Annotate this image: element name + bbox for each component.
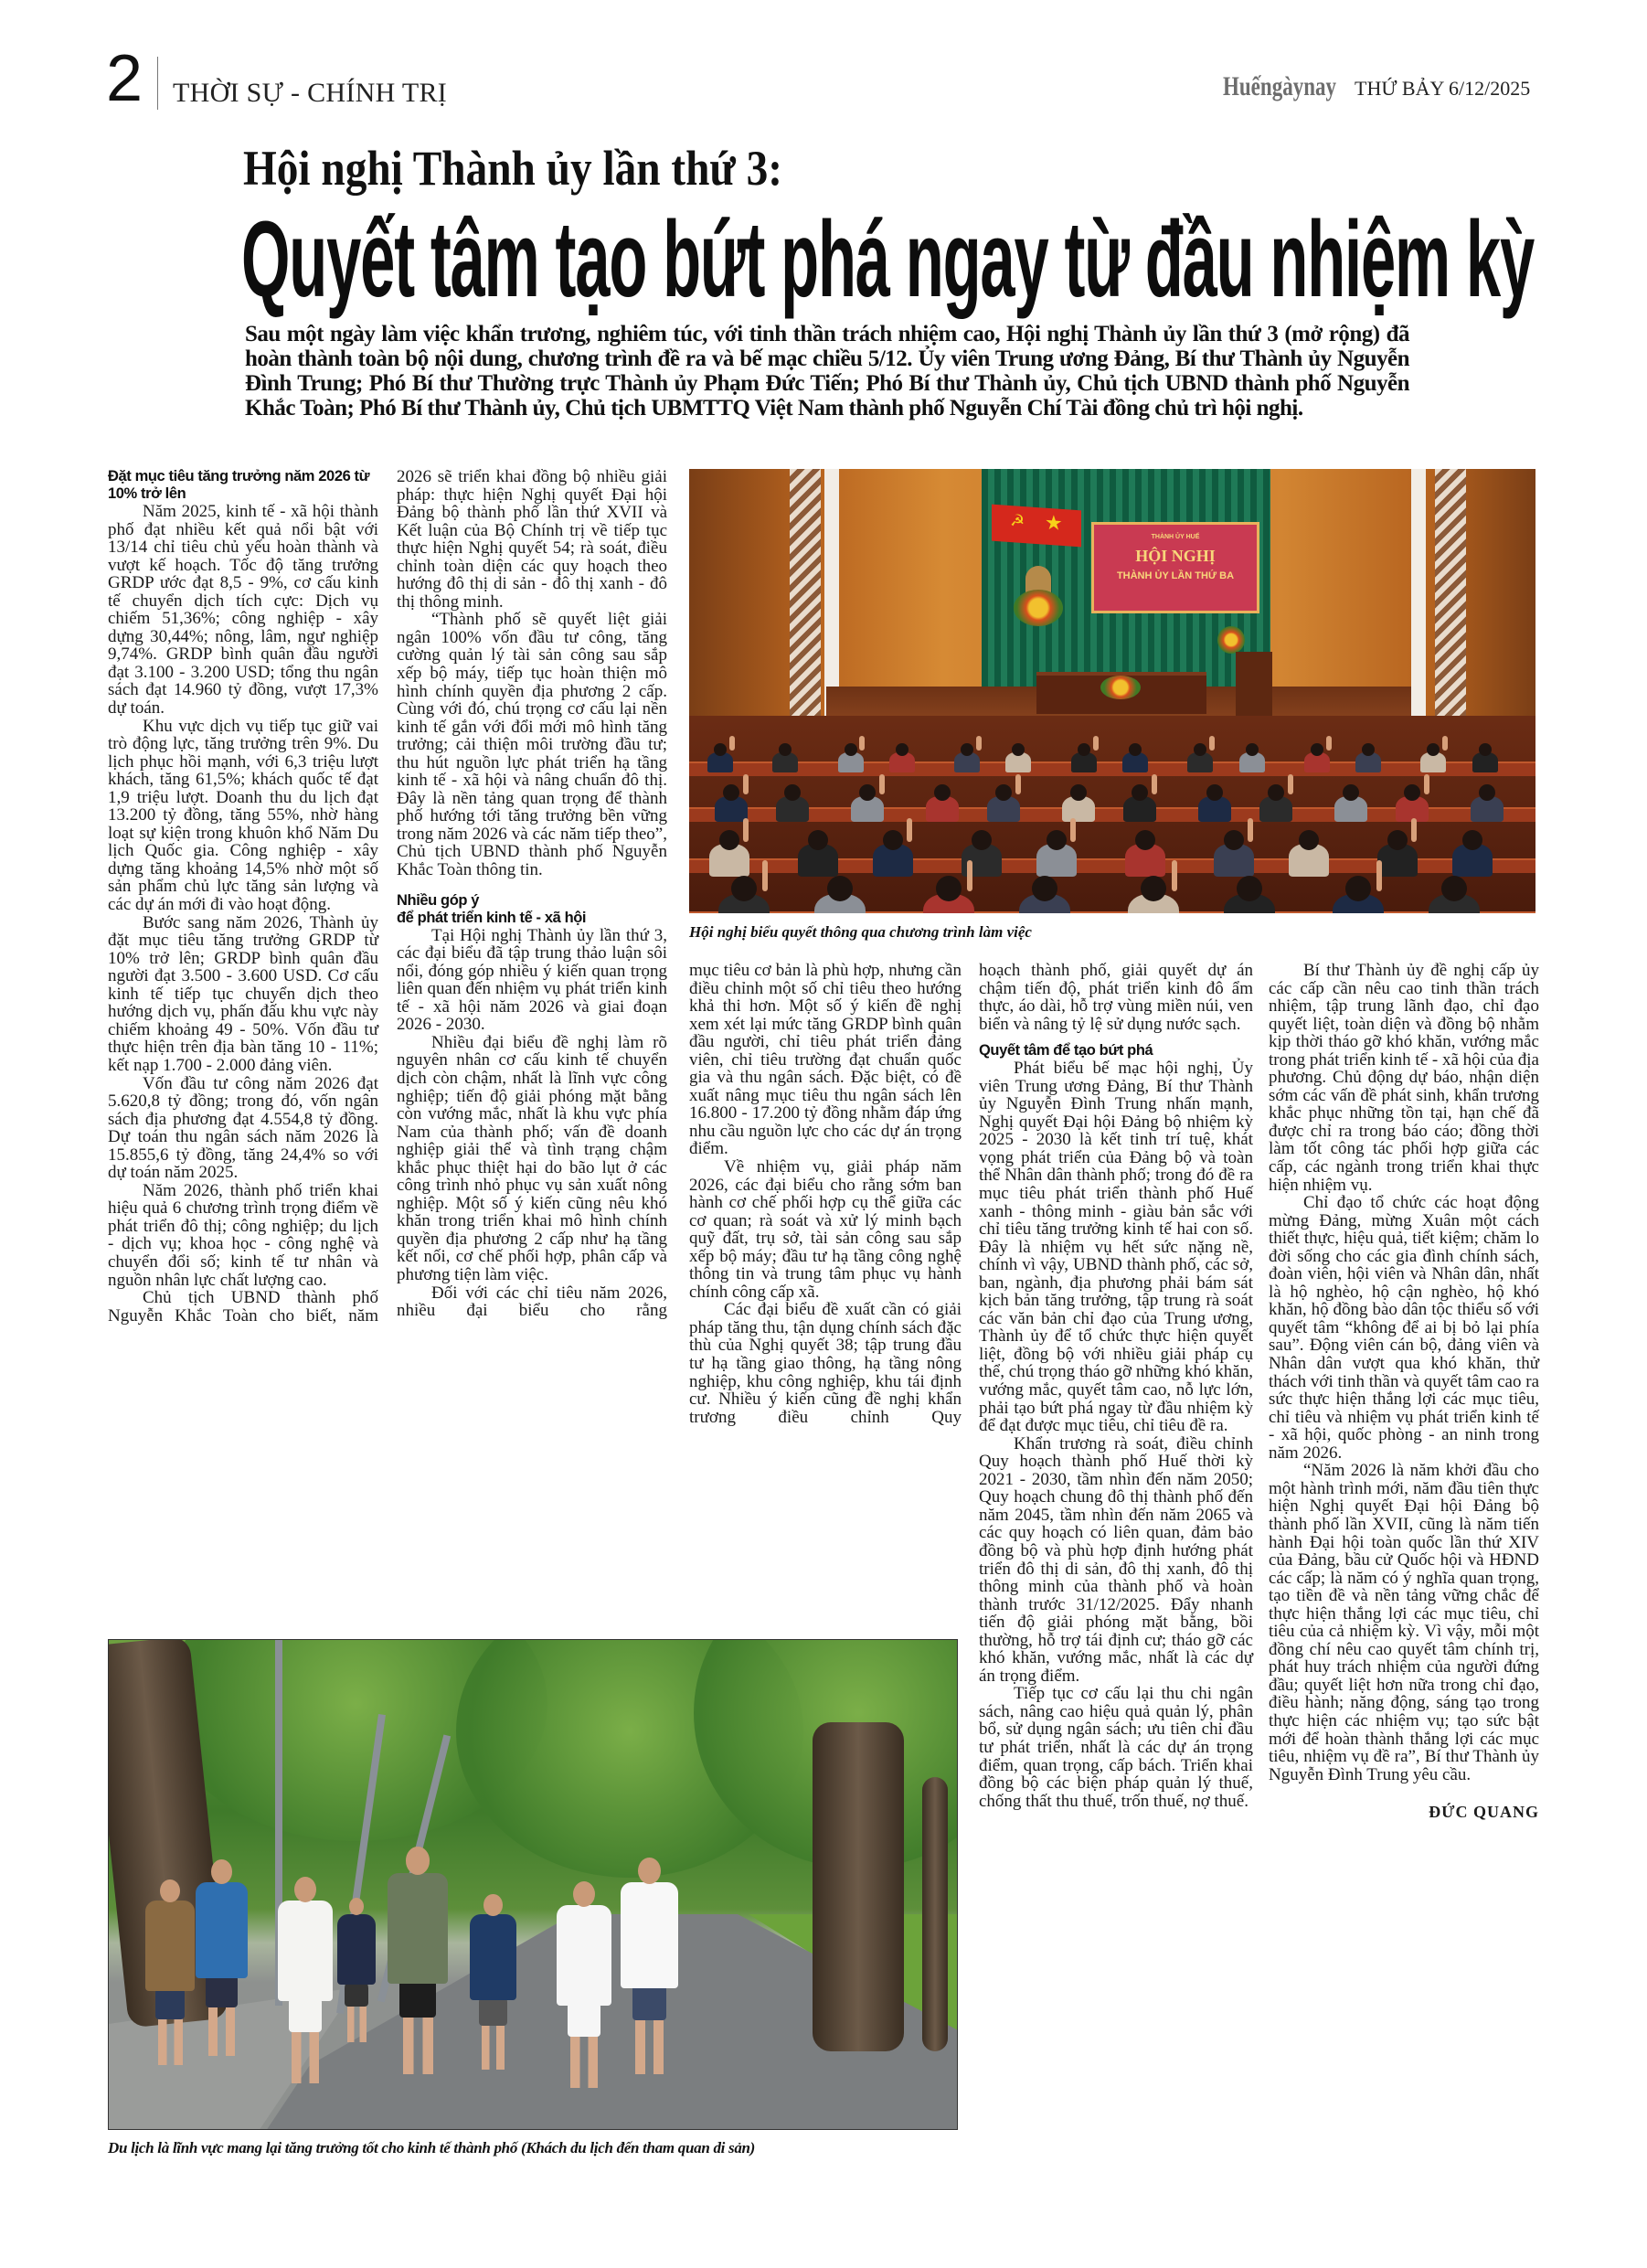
article-lead: Sau một ngày làm việc khẩn trương, nghiêm túc, với tinh thần trách nhiệm cao, Hội nghị Thành ủy lần thứ 3 (mở rộng) đã hoàn thành toàn bộ nội dung, chương trình đề ra và bế mạc chiều 5/12. Ủy viên Trung ương Đảng, Bí thư Thành ủy Nguyễn Đình Trung; Phó Bí thư Thường trực Thành ủy Phạm Đức Tiến; Phó Bí thư Thành ủy, Chủ tịch UBND thành phố Nguyễn Khắc Toàn; Phó Bí thư Thành ủy, Chủ tịch UBMTTQ Việt Nam thành phố Nguyễn Chí Tài đồng chủ trì hội nghị.	[245, 322, 1409, 421]
raised-hand	[1209, 736, 1215, 751]
paragraph: Bước sang năm 2026, Thành ủy đặt mục tiêu tăng trưởng GRDP từ 10% trở lên; GRDP bình quân đầu người đạt 3.500 - 3.600 USD. Cơ cấu kinh tế tiếp tục chuyển dịch theo hướng dịch vụ, phấn đấu khu vực này chiếm khoảng 49 - 50%. Vốn đầu tư thực hiện trên địa bàn tăng 10 - 11%; kết nạp 1.700 - 2.000 đảng viên.	[108, 912, 378, 1075]
raised-hand	[1411, 818, 1417, 842]
delegate-head	[896, 743, 909, 756]
subheading: Quyết tâm để tạo bứt phá	[979, 1042, 1153, 1059]
delegate-head	[1032, 876, 1057, 901]
tourist-head	[294, 1877, 316, 1902]
delegate-head	[1135, 830, 1155, 850]
raised-hand	[743, 774, 749, 794]
tourist-head	[483, 1894, 502, 1916]
photo-caption: Hội nghị biểu quyết thông qua chương trình làm việc	[689, 923, 1032, 941]
delegate-head	[1047, 830, 1067, 850]
paragraph: Tại Hội nghị Thành ủy lần thứ 3, các đại biểu đã tập trung thảo luận sôi nổi, đóng góp nhiều ý kiến quan trọng liên quan đến nhiệm vụ phát triển kinh tế - xã hội năm 2026 và giai đoạn 2026 - 2030.	[397, 925, 667, 1035]
tourist	[196, 1882, 248, 1978]
delegate-head	[936, 876, 962, 901]
delegate-head	[1404, 784, 1420, 801]
delegate-head	[1268, 784, 1284, 801]
tourist	[278, 1901, 333, 2001]
tourist	[145, 1901, 195, 1991]
raised-hand	[967, 860, 972, 891]
paragraph: Vốn đầu tư công năm 2026 đạt 5.620,8 tỷ đồng; trong đó, vốn ngân sách địa phương đạt 4.554,8 tỷ đồng. Dự toán thu ngân sách năm 2026 là 15.855,6 tỷ đồng, tăng 24,4% so với dự toán năm 2025.	[108, 1073, 378, 1183]
delegate-head	[714, 743, 727, 756]
issue-date: THỨ BẢY 6/12/2025	[1355, 77, 1531, 100]
raised-hand	[1093, 736, 1099, 751]
flower-arrangement	[1014, 590, 1063, 626]
tourist-head	[160, 1879, 180, 1902]
author-byline: ĐỨC QUANG	[1429, 1803, 1539, 1822]
subheading: Nhiều góp ý để phát triển kinh tế - xã hội	[397, 891, 587, 926]
delegate-head	[1441, 876, 1467, 901]
paragraph: Bí thư Thành ủy đề nghị cấp ủy các cấp cần nêu cao tinh thần trách nhiệm, tập trung lãnh đạo, chỉ đạo quyết liệt, toàn diện và đồng bộ nhằm kịp thời tháo gỡ khó khăn, vướng mắc trong phát triển kinh tế - xã hội của địa phương. Chủ động dự báo, nhận diện sớm các vấn đề phát sinh, khẩn trương khắc phục những tồn tại, hạn chế đã được chỉ ra trong báo cáo; đồng thời làm tốt công tác phối hợp giữa các cấp, các ngành trong triển khai thực hiện nhiệm vụ.	[1269, 961, 1539, 1195]
raised-hand	[976, 736, 982, 751]
raised-hand	[729, 736, 735, 751]
header-divider	[157, 57, 158, 110]
paragraph: Năm 2025, kinh tế - xã hội thành phố đạt nhiều kết quả nổi bật với 13/14 chỉ tiêu chủ yếu hoàn thành và vượt kế hoạch. Tốc độ tăng trưởng GRDP ước đạt 8,5 - 9%, cơ cấu kinh tế chuyển dịch tích cực: Dịch vụ chiếm 51,36%; công nghiệp - xây dựng 30,44%; nông, lâm, ngư nghiệp 9,74%. GRDP bình quân đầu người đạt 3.100 - 3.200 USD; tổng thu ngân sách đạt 14.960 tỷ đồng, vượt 17,3% dự toán.	[108, 502, 378, 719]
delegate-head	[1246, 743, 1259, 756]
raised-hand	[1442, 736, 1448, 751]
delegate-head	[883, 830, 903, 850]
delegate-head	[719, 830, 739, 850]
paragraph: Chỉ đạo tổ chức các hoạt động mừng Đảng, mừng Xuân một cách thiết thực, hiệu quả, tiết kiệm; chăm lo đời sống cho các gia đình chính sách, đoàn viên, hội viên và Nhân dân, nhất là hộ nghèo, hộ cận nghèo, hộ khó khăn, hộ đồng bào dân tộc thiểu số với quyết tâm “không để ai bị bỏ lại phía sau”. Động viên cán bộ, đảng viên và Nhân dân vượt qua khó khăn, thử thách với tinh thần và quyết tâm cao ra sức thực hiện thắng lợi các mục tiêu, chỉ tiêu và nhiệm vụ phát triển kinh tế - xã hội, quốc phòng - an ninh trong năm 2026.	[1269, 1193, 1540, 1463]
delegate-head	[1299, 830, 1319, 850]
paragraph: Các đại biểu đề xuất cần có giải pháp tăng thu, tận dụng chính sách đặc thù của Nghị quyết 38; tập trung đầu tư hạ tầng giao thông, hạ tầng nông nghiệp, khu công nghiệp, khu tái định cư. Nhiều ý kiến cũng đề nghị khẩn trương điều chỉnh Quy	[689, 1300, 962, 1427]
tourist-head	[573, 1881, 595, 1907]
raised-hand	[879, 774, 885, 794]
hammer-sickle-icon: ☭	[1010, 510, 1025, 532]
paragraph-continued: hoạch thành phố, giải quyết dự án chậm tiến độ, phát triển kinh đô ẩm thực, áo dài, hỗ trợ vùng miền núi, ven biển và nâng tỷ lệ sử dụng nước sạch.	[979, 961, 1253, 1034]
raised-hand	[1288, 774, 1293, 794]
tree-trunk	[813, 1722, 904, 2051]
delegate-head	[1345, 876, 1371, 901]
paragraph: Khẩn trương rà soát, điều chỉnh Quy hoạch thành phố Huế thời kỳ 2021 - 2030, tầm nhìn đến năm 2050; Quy hoạch chung đô thị thành phố đến năm 2045, tầm nhìn đến năm 2065 và các quy hoạch có liên quan, đảm bảo đồng bộ và phù hợp định hướng phát triển đô thị di sản, đô thị xanh, đô thị thông minh của thành phố và hoàn thành trước 31/12/2025. Đẩy nhanh tiến độ giải phóng mặt bằng, bồi thường, hỗ trợ tái định cư; tháo gỡ các khó khăn, vướng mắc, nhất là các dự án trọng điểm.	[979, 1433, 1253, 1686]
delegate-head	[1387, 830, 1408, 850]
tourist	[621, 1882, 678, 1988]
banner-org: THÀNH ỦY HUẾ	[1151, 534, 1200, 540]
raised-hand	[1015, 774, 1021, 794]
raised-hand	[859, 736, 865, 751]
delegate-head	[1129, 743, 1142, 756]
paragraph: “Năm 2026 là năm khởi đầu cho một hành trình mới, năm đầu tiên thực hiện Nghị quyết Đại hội Đảng bộ thành phố lần XVII, cũng là năm tiến hành Đại hội toàn quốc lần thứ XIV của Đảng, bầu cử Quốc hội và HĐND các cấp; là năm có ý nghĩa quan trọng, tạo tiền đề và nền tảng vững chắc để thực hiện thắng lợi các mục tiêu, chỉ tiêu của cả nhiệm kỳ. Vì vậy, mỗi một đồng chí nêu cao quyết tâm chính trị, phát huy trách nhiệm của người đứng đầu; quyết liệt hơn nữa trong chỉ đạo, điều hành; năng động, sáng tạo trong thực hiện các nhiệm vụ; tạo sức bật mới để hoàn thành thắng lợi các mục tiêu, nhiệm vụ đề ra”, Bí thư Thành ủy Nguyễn Đình Trung yêu cầu.	[1269, 1461, 1539, 1784]
delegate-head	[827, 876, 853, 901]
paragraph: “Thành phố sẽ quyết liệt giải ngân 100% vốn đầu tư công, tăng cường quản lý tài sản công sau sắp xếp bộ máy, tiếp tục hoàn thiện mô hình chính quyền địa phương 2 cấp. Cùng với đó, chú trọng cơ cấu lại nền kinh tế gắn với đổi mới mô hình tăng trưởng; cải thiện môi trường đầu tư; thu hút nguồn lực phát triển hạ tầng kinh tế - xã hội và nâng chuẩn đô thị. Đây là nền tảng quan trọng để thành phố hướng tới tăng trưởng bền vững trong năm 2026 và các năm tiếp theo”, Chủ tịch UBND thành phố Nguyễn Khắc Toàn thông tin.	[397, 610, 667, 880]
tree-trunk	[922, 1777, 948, 2051]
delegate-head	[1206, 784, 1223, 801]
flower-arrangement	[1217, 626, 1245, 654]
paragraph: Về nhiệm vụ, giải pháp năm 2026, các đại biểu cho rằng sớm ban hành cơ chế phối hợp cụ thể giữa các cơ quan; rà soát và xử lý minh bạch quỹ đất, trụ sở, tài sản công sau sắp xếp bộ máy; đầu tư hạ tầng công nghệ thông tin và trung tâm phục vụ hành chính công cấp xã.	[689, 1157, 962, 1302]
delegate-head	[1141, 876, 1166, 901]
raised-hand	[1326, 736, 1332, 751]
article-column-3	[689, 962, 962, 1426]
paragraph-continued: 2026 sẽ triển khai đồng bộ nhiều giải pháp: thực hiện Nghị quyết Đại hội Đảng bộ thành phố lần thứ XVII và Kết luận của Bộ Chính trị về tiếp tục thực hiện Nghị quyết 54; rà soát, điều chỉnh toàn diện các quy hoạch theo hướng đô thị di sản - đô thị xanh - đô thị thông minh.	[397, 467, 667, 612]
article-column-4	[979, 962, 1253, 1810]
delegate-head	[1479, 743, 1492, 756]
paragraph: Tiếp tục cơ cấu lại thu chi ngân sách, nâng cao hiệu quả quản lý, phân bổ, sử dụng ngân sách; ưu tiên chi đầu tư phát triển, nhất là các dự án trọng điểm, quan trọng, cấp bách. Triển khai đồng bộ các biện pháp quản lý thuế, chống thất thu thuế, trốn thuế, nợ thuế.	[979, 1684, 1253, 1811]
delegate-head	[1078, 743, 1090, 756]
delegate-head	[934, 784, 951, 801]
delegate-head	[1343, 784, 1359, 801]
delegate-head	[1224, 830, 1244, 850]
article-kicker	[243, 143, 782, 194]
banner-title: HỘI NGHỊ	[1135, 547, 1216, 565]
delegate-head	[845, 743, 857, 756]
delegate-head	[808, 830, 828, 850]
raised-hand	[1248, 818, 1253, 842]
delegate-head	[731, 876, 757, 901]
paragraph: Chủ tịch UBND thành phố Nguyễn Khắc Toàn cho biết, năm	[108, 1288, 378, 1326]
tourist-head	[406, 1847, 430, 1875]
delegate-head	[784, 784, 801, 801]
raised-hand	[907, 818, 912, 842]
conference-photo	[689, 469, 1535, 913]
article-title	[241, 199, 1534, 320]
tourist	[470, 1914, 516, 2000]
raised-hand	[1376, 860, 1382, 891]
conference-banner	[1091, 522, 1259, 613]
delegate-head	[1479, 784, 1495, 801]
paragraph: Phát biểu bế mạc hội nghị, Ủy viên Trung ương Đảng, Bí thư Thành ủy Nguyễn Đình Trung nhấn mạnh, Nghị quyết Đại hội Đảng bộ nhiệm kỳ 2025 - 2030 là kết tinh trí tuệ, khát vọng phát triển của Đảng bộ và toàn thể Nhân dân thành phố; trong đó đề ra mục tiêu phát triển thành phố Huế xanh - thông minh - giàu bản sắc với chỉ tiêu tăng trưởng kinh tế hai con số. Đây là nhiệm vụ hết sức nặng nề, chính vì vậy, UBND thành phố, các sở, ban, ngành, địa phương phải bám sát kịch bản tăng trưởng, tập trung rà soát các văn bản chỉ đạo của Trung ương, Thành ủy để tổ chức thực hiện quyết liệt, đồng bộ với nhiều giải pháp cụ thể, chú trọng tháo gỡ những khó khăn, vướng mắc, quyết tâm cao, nỗ lực lớn, phải tạo bứt phá ngay từ đầu nhiệm kỳ để đạt được mục tiêu, chỉ tiêu đề ra.	[979, 1059, 1253, 1436]
newspaper-logo	[1223, 73, 1336, 101]
paragraph-continued: mục tiêu cơ bản là phù hợp, nhưng cần điều chỉnh một số chỉ tiêu theo hướng khả thi hơn. Một số ý kiến đề nghị xem xét lại mức tăng GRDP bình quân đầu người, chỉ tiêu phát triển đảng viên, chỉ tiêu trường đạt chuẩn quốc gia và thu ngân sách. Đặc biệt, có đề xuất nâng mục tiêu thu ngân sách lên 16.800 - 17.200 tỷ đồng nhằm đáp ứng nhu cầu nguồn lực cho các dự án trọng điểm.	[689, 961, 962, 1159]
article-kicker-text: Hội nghị Thành ủy lần thứ 3:	[243, 141, 782, 196]
photo-caption: Du lịch là lĩnh vực mang lại tăng trưởng tốt cho kinh tế thành phố (Khách du lịch đến tham quan di sản)	[108, 2139, 756, 2156]
paragraph: Nhiều đại biểu đề nghị làm rõ nguyên nhân cơ cấu kinh tế chuyển dịch còn chậm, nhất là lĩnh vực công nghiệp; tiến độ giải phóng mặt bằng còn vướng mắc, nhất là khu vực phía Nam của thành phố; vấn đề doanh nghiệp giải thể và tình trạng chậm khắc phục thiệt hại do bão lụt ở các công trình nhỏ phục vụ sản xuất nông nghiệp. Một số ý kiến cũng nêu khó khăn trong triển khai mô hình chính quyền địa phương 2 cấp như hạ tầng kết nối, cơ chế phối hợp, phân cấp và phương tiện làm việc.	[397, 1032, 667, 1284]
paragraph: Năm 2026, thành phố triển khai hiệu quả 6 chương trình trọng điểm về phát triển đô thị; công nghiệp; du lịch - dịch vụ; khoa học - công nghệ và chuyển đổi số; kinh tế tư nhân và nguồn nhân lực chất lượng cao.	[108, 1180, 378, 1290]
delegate-head	[1132, 784, 1148, 801]
delegate-head	[995, 784, 1012, 801]
delegate-head	[1237, 876, 1262, 901]
raised-hand	[762, 860, 768, 891]
paragraph: Đối với các chỉ tiêu năm 2026, nhiều đại biểu cho rằng	[397, 1283, 667, 1321]
tourist	[388, 1873, 448, 1984]
tourist	[337, 1914, 376, 1985]
article-column-1	[108, 468, 378, 1325]
white-pillar	[1411, 469, 1426, 734]
raised-hand	[1152, 774, 1157, 794]
tourist	[557, 1905, 611, 2006]
banner-subtitle: THÀNH ỦY LẦN THỨ BA	[1116, 570, 1235, 581]
article-column-2	[397, 468, 667, 1320]
striped-pillar	[1435, 469, 1466, 743]
tourist-head	[211, 1859, 232, 1884]
article-column-5	[1269, 962, 1539, 1820]
section-name: THỜI SỰ - CHÍNH TRỊ	[173, 78, 448, 108]
paragraph: Khu vực dịch vụ tiếp tục giữ vai trò động lực, tăng trưởng trên 9%. Du lịch phục hồi mạnh, với 6,3 triệu lượt khách, tăng 61,5%; khách quốc tế đạt 1,9 triệu lượt. Doanh thu du lịch đạt 13.200 tỷ đồng, tăng 55%, nhờ hàng loạt sự kiện trong khuôn khổ Năm Du lịch Quốc gia. Công nghiệp - xây dựng tăng khoảng 14,5% nhờ một số sản phẩm chủ lực tăng sản lượng và các dự án mới đi vào hoạt động.	[108, 716, 378, 915]
newspaper-logo-text: Huếngàynay	[1223, 71, 1336, 101]
party-flag	[992, 505, 1081, 548]
delegate-head	[723, 784, 739, 801]
lectern	[1236, 652, 1272, 716]
star-icon: ★	[1045, 511, 1063, 537]
delegate-head	[972, 830, 992, 850]
delegate-head	[1311, 743, 1323, 756]
page-number: 2	[106, 42, 143, 115]
delegate-desk	[689, 761, 1535, 776]
subheading: Đặt mục tiêu tăng trưởng năm 2026 từ 10% trở lên	[108, 468, 370, 502]
flower-arrangement	[1100, 676, 1141, 699]
tourists-photo	[108, 1639, 958, 2130]
raised-hand	[1424, 774, 1429, 794]
delegate-head	[1070, 784, 1087, 801]
delegate-head	[859, 784, 876, 801]
raised-hand	[1172, 860, 1177, 891]
striped-pillar	[790, 469, 821, 743]
raised-hand	[743, 818, 749, 842]
delegate-head	[1462, 830, 1482, 850]
article-title-text: Quyết tâm tạo bứt phá ngay từ đầu nhiệm kỳ	[241, 199, 1534, 320]
raised-hand	[1070, 818, 1076, 842]
tourist-head	[349, 1898, 365, 1916]
tourist-head	[638, 1858, 661, 1884]
